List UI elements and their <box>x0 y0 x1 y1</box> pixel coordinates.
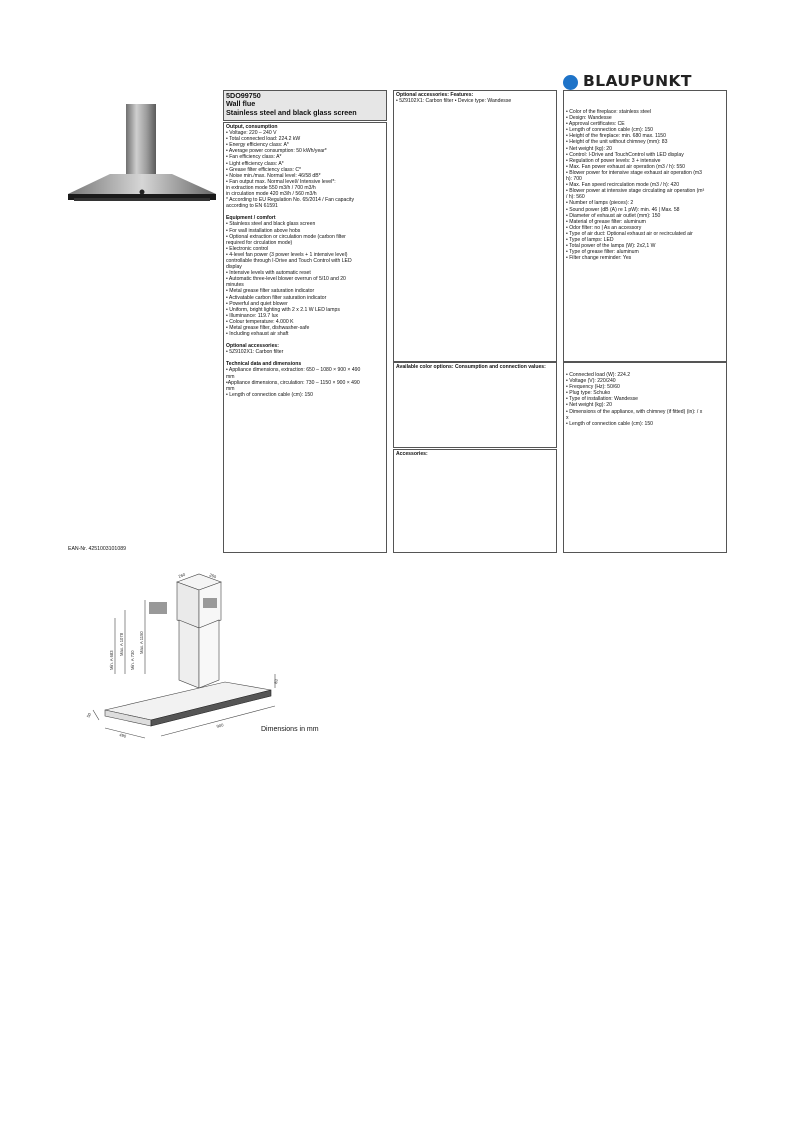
optional-accessories-text: • 5Z9102X1: Carbon filter • Device type: Wandesse <box>396 98 512 105</box>
spec-line: • Electronic control <box>226 245 269 252</box>
consumption-line: • Type of installation: Wandesse <box>566 396 639 403</box>
dim-width: 900 <box>215 722 225 729</box>
feature-line: • Blower power for intensive stage exhaust air operation (m3 <box>566 169 702 176</box>
spec-line: • 4-level fan power (3 power levels + 1 intensive level) <box>226 251 348 258</box>
spec-line: • Uniform, bright lighting with 2 x 2.1 W LED lamps <box>226 306 340 313</box>
dim-depth: 490 <box>118 732 127 739</box>
optional-accessories-panel <box>393 90 557 362</box>
dim-max-circ: Max. A 1150 <box>139 631 144 654</box>
spec-line: • Colour temperature: 4.000 K <box>226 318 294 325</box>
feature-line: • Color of the fireplace: stainless steel <box>566 109 652 115</box>
dim-side: 50 <box>85 711 93 719</box>
spec-line: * According to EU Regulation No. 65/2014 / Fan capacity <box>226 197 354 204</box>
ean-number: EAN-Nr. 4251003101089 <box>68 546 126 552</box>
feature-line: • Blower power at intensive stage circulating air operation (m³ <box>566 188 705 195</box>
feature-line: • Design: Wandesse <box>566 115 612 122</box>
spec-line: • Length of connection cable (cm): 150 <box>226 391 314 398</box>
feature-line: • Height of the unit without chimney (mm): 83 <box>566 139 668 146</box>
color-options-panel <box>393 362 557 448</box>
feature-line: h): 700 <box>566 176 582 183</box>
features-panel <box>563 90 727 362</box>
consumption-line: • Dimensions of the appliance, with chimney (if fitted) (in): / x <box>566 408 703 415</box>
spec-line: • Voltage: 220 – 240 V <box>226 130 277 137</box>
feature-line: • Filter change reminder: Yes <box>566 255 632 262</box>
feature-line: • Type of lamps: LED <box>566 236 614 243</box>
feature-line: • Number of lamps (pieces): 2 <box>566 200 634 207</box>
spec-line: • 5Z9102X1: Carbon filter <box>226 349 284 356</box>
spec-line: according to EN 61591 <box>226 203 278 210</box>
spec-line: controllable through I-Drive and Touch Control with LED <box>226 257 352 264</box>
spec-line: • Intensive levels with automatic reset <box>226 270 311 277</box>
consumption-line: • Plug type: Schuko <box>566 390 611 397</box>
dim-max-height: Max. A 1078 <box>119 632 124 656</box>
spec-line: • Noise min./max. Normal level: 46/58 dB* <box>226 172 321 179</box>
product-header <box>223 90 387 121</box>
feature-line: • Approval certificates: CE <box>566 121 625 128</box>
model-number: 5DO99750 <box>226 91 261 100</box>
feature-line: • Net weight (kg): 20 <box>566 145 612 152</box>
feature-line: • Total power of the lamps (W): 2x2,1 W <box>566 243 656 250</box>
section-heading: Optional accessories: <box>226 343 279 350</box>
spec-column <box>223 122 387 553</box>
feature-line: • Height of the fireplace: min. 680 max. 1150 <box>566 133 666 140</box>
consumption-line: • Frequency (Hz): 50/60 <box>566 384 620 391</box>
spec-line: •Appliance dimensions, circulation: 730 – 1150 × 900 × 490 <box>226 379 360 386</box>
spec-line: • Metal grease filter, dishwasher-safe <box>226 325 310 331</box>
spec-line: • Grease filter efficiency class: C* <box>226 166 302 173</box>
accessories-panel <box>393 449 557 553</box>
brand-logo-text: BLAUPUNKT <box>583 72 692 90</box>
spec-line: • Fan output max. Normal level// Intensive level*: <box>226 178 336 185</box>
product-photo <box>60 92 220 207</box>
accessories-title: Accessories: <box>396 451 428 457</box>
spec-line: • Fan efficiency class: A* <box>226 154 282 161</box>
feature-line: • Sound power (dB (A) re 1 pW): min. 46 | Max. 58 <box>566 206 680 213</box>
spec-line: • Total connected load: 224.2 kW <box>226 136 301 143</box>
spec-line: • Activatable carbon filter saturation indicator <box>226 294 327 301</box>
spec-line: mm <box>226 385 235 392</box>
feature-line: • Regulation of power levels: 3 + intensive <box>566 157 661 164</box>
dim-top-depth: 260 <box>208 572 217 580</box>
feature-line: • Type of air duct: Optional exhaust air or recirculated air <box>566 230 693 237</box>
spec-line: • Average power consumption: 50 kWh/year* <box>226 148 327 155</box>
feature-line: • Diameter of exhaust air outlet (mm): 150 <box>566 212 661 219</box>
color-options-title: Available color options: Consumption and connection values: <box>396 364 546 370</box>
spec-line: mm <box>226 373 235 380</box>
dimension-drawing <box>85 570 305 742</box>
consumption-line: • Voltage (V): 220/240 <box>566 378 616 385</box>
feature-line: • Length of connection cable (cm): 150 <box>566 127 654 134</box>
brand-logo-icon <box>563 75 578 90</box>
section-heading: Output, consumption <box>226 124 278 130</box>
spec-line: • Appliance dimensions, extraction: 650 – 1080 × 900 × 490 <box>226 367 361 374</box>
spec-line: • Powerful and quiet blower <box>226 300 288 307</box>
dim-hood-height: 83 <box>273 678 279 685</box>
feature-line: • Control: I-Drive and TouchControl with LED display <box>566 151 684 158</box>
consumption-line: • Length of connection cable (cm): 150 <box>566 420 654 427</box>
section-heading: Equipment / comfort <box>226 215 276 222</box>
consumption-line: • Connected load (W): 224.2 <box>566 372 631 378</box>
feature-line: • Material of grease filter: aluminum <box>566 218 646 225</box>
feature-line: • Type of grease filter: aluminum <box>566 249 639 256</box>
spec-line: • For wall installation above hobs <box>226 227 301 234</box>
feature-line: • Max. Fan power exhaust air operation (m3 / h): 550 <box>566 163 685 170</box>
feature-line: • Odor filter: no | As an accessory <box>566 224 642 231</box>
spec-line: required for circulation mode) <box>226 239 293 246</box>
feature-line: • Max. Fan speed recirculation mode (m3 / h): 420 <box>566 182 680 189</box>
consumption-panel <box>563 362 727 553</box>
spec-line: display <box>226 264 242 271</box>
product-type: Wall flue <box>226 99 256 109</box>
dim-min-height: Min. A 683 <box>109 650 114 670</box>
spec-line: in circulation mode 420 m3/h / 560 m3/h <box>226 191 317 198</box>
spec-line: • Stainless steel and black glass screen <box>226 221 316 228</box>
spec-line: • Metal grease filter saturation indicator <box>226 288 315 295</box>
section-heading: Technical data and dimensions <box>226 361 302 368</box>
optional-accessories-title: Optional accessories: Features: <box>396 92 474 98</box>
dimension-caption: Dimensions in mm <box>261 726 319 733</box>
consumption-line: x <box>566 414 569 421</box>
spec-line: • Including exhaust air shaft <box>226 331 289 338</box>
spec-line: • Light efficiency class: A* <box>226 160 284 167</box>
product-material: Stainless steel and black glass screen <box>226 107 357 117</box>
dim-top-width: 260 <box>177 571 186 579</box>
spec-line: • Energy efficiency class: A* <box>226 142 289 149</box>
spec-line: • Optional extraction or circulation mode (carbon filter <box>226 233 346 240</box>
dim-min-circ: Min. A 730 <box>130 650 135 670</box>
spec-line: minutes <box>226 282 244 289</box>
consumption-line: • Net weight (kg): 20 <box>566 402 612 409</box>
feature-line: / h): 560 <box>566 194 585 201</box>
spec-line: • Illuminance: 119.7 lux <box>226 312 279 319</box>
spec-line: • Automatic three-level blower overrun of 5/10 and 20 <box>226 276 346 283</box>
spec-line: in extraction mode 550 m3/h / 700 m3/h <box>226 184 316 191</box>
